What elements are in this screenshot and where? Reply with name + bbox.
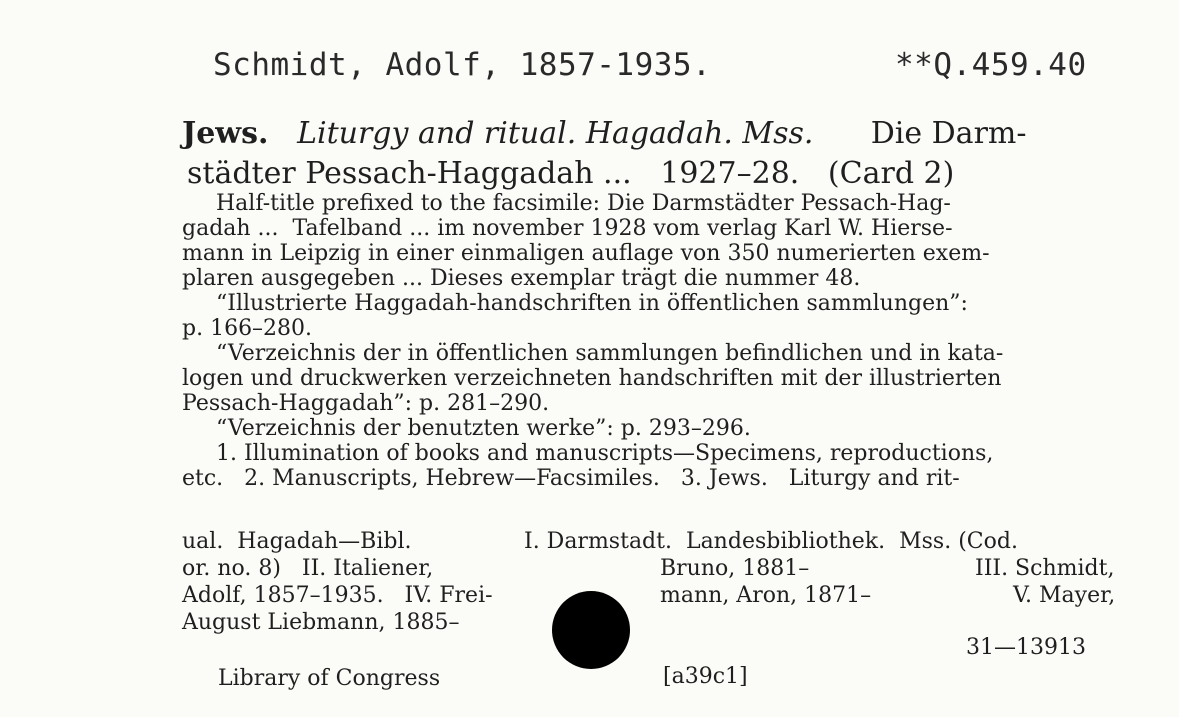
tracing-line: etc. 2. Manuscripts, Hebrew—Facsimiles. 3. Jews. Liturgy and rit- <box>182 466 960 491</box>
library-name: Library of Congress <box>218 666 441 691</box>
note-line: Pessach-Haggadah”: p. 281–290. <box>182 391 550 416</box>
tracing-text: mann, Aron, 1871– <box>660 583 872 608</box>
tracing-text: ual. Hagadah—Bibl. <box>182 529 412 554</box>
note-line <box>182 191 1140 216</box>
subject-line-1 <box>182 114 1142 154</box>
note-text: Half-title prefixed to the facsimile: Die Darmstädter Pessach-Hag- <box>216 191 951 216</box>
tracing-text: III. Schmidt, <box>975 556 1115 581</box>
note-line: logen und druckwerken verzeichneten handschriften mit der illustrierten <box>182 366 1002 391</box>
tracing-text: August Liebmann, 1885– <box>182 610 460 635</box>
note-line: “Illustrierte Haggadah-handschriften in öffentlichen sammlungen”: <box>216 291 968 316</box>
note-line: p. 166–280. <box>182 316 313 341</box>
note-line: plaren ausgegeben ... Dieses exemplar trägt die nummer 48. <box>182 266 861 291</box>
tracing-text: V. Mayer, <box>1013 583 1116 608</box>
subject-subheading: Liturgy and ritual. Hagadah. Mss. <box>297 116 814 151</box>
note-line: “Verzeichnis der benutzten werke”: p. 293–296. <box>216 416 751 441</box>
call-number: **Q.459.40 <box>895 47 1087 83</box>
printer-code: [a39c1] <box>663 664 748 689</box>
title-part-1: Die Darm- <box>870 116 1027 151</box>
notes-block <box>182 191 1140 491</box>
note-line: “Verzeichnis der in öffentlichen sammlungen befindlichen und in kata- <box>216 341 1004 366</box>
subject-heading: Jews. <box>182 116 269 151</box>
note-line: mann in Leipzig in einer einmaligen auflage von 350 numerierten exem- <box>182 241 990 266</box>
title-line-2: städter Pessach-Haggadah ... 1927–28. (Card 2) <box>187 156 955 191</box>
author-heading: Schmidt, Adolf, 1857-1935. <box>213 47 712 83</box>
tracing-line: 1. Illumination of books and manuscripts—Specimens, reproductions, <box>216 441 994 466</box>
tracing-text: Adolf, 1857–1935. IV. Frei- <box>182 583 493 608</box>
card-number: 31—13913 <box>966 635 1086 660</box>
note-line: gadah ... Tafelband ... im november 1928 vom verlag Karl W. Hierse- <box>182 216 953 241</box>
punch-hole <box>552 591 630 669</box>
tracing-text: Bruno, 1881– <box>660 556 810 581</box>
tracing-text: I. Darmstadt. Landesbibliothek. Mss. (Cod. <box>524 529 1018 554</box>
subject-entry <box>182 114 1142 194</box>
tracing-text: or. no. 8) II. Italiener, <box>182 556 434 581</box>
